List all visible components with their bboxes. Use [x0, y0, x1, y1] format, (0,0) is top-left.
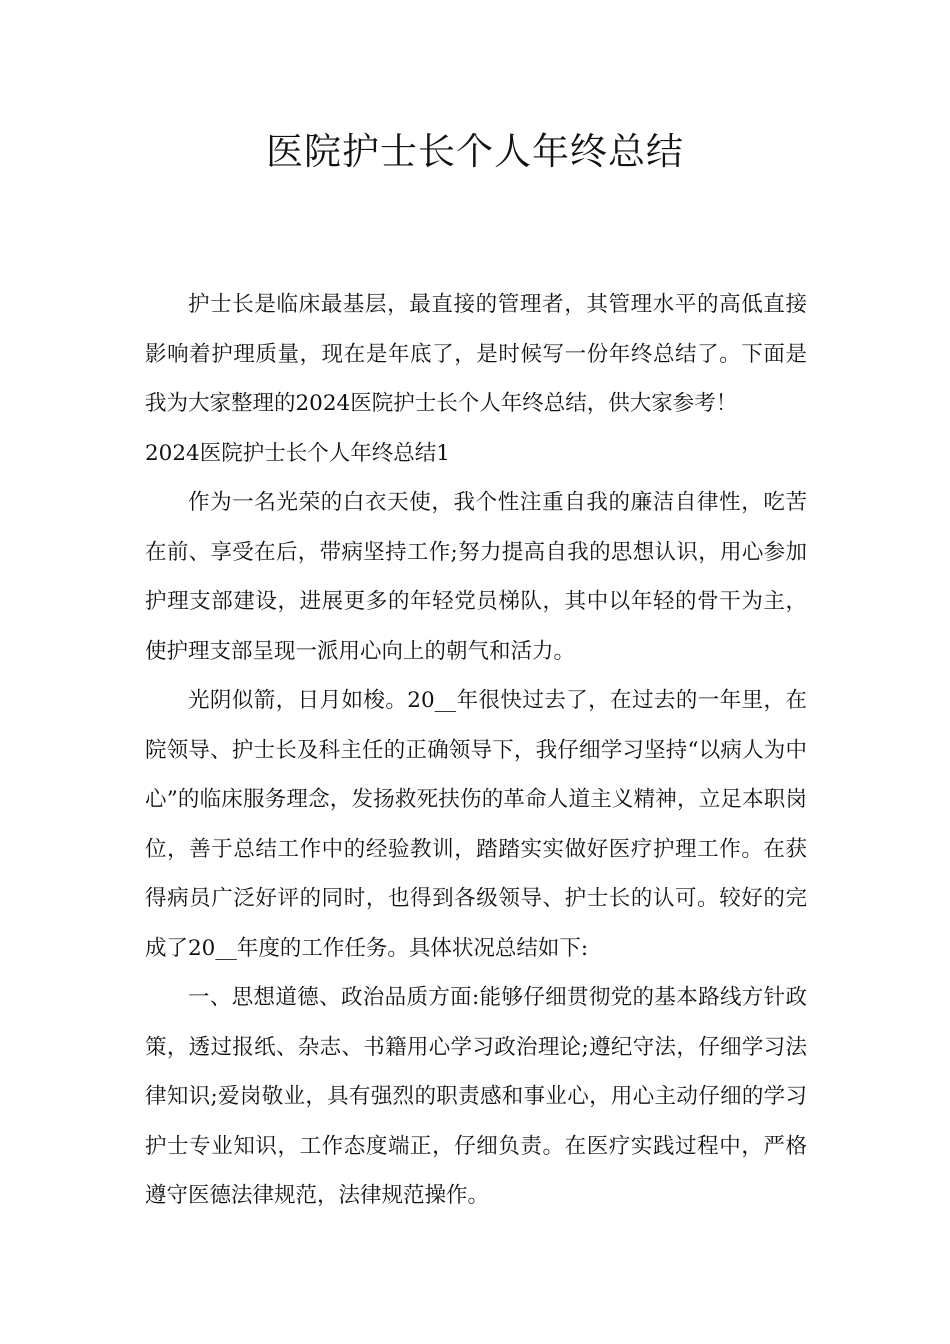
body-paragraph: 作为一名光荣的白衣天使，我个性注重自我的廉洁自律性，吃苦在前、享受在后，带病坚持工作;努力提高自我的思想认识，用心参加护理支部建设，进展更多的年轻党员梯队，其中以年轻的骨干为主，使护理支部呈现一派用心向上的朝气和活力。: [145, 490, 807, 664]
body-paragraph: 一、思想道德、政治品质方面:能够仔细贯彻党的基本路线方针政策，透过报纸、杂志、书籍用心学习政治理论;遵纪守法，仔细学习法律知识;爱岗敬业，具有强烈的职责感和事业心，用心主动仔细的学习护士专业知识，工作态度端正，仔细负责。在医疗实践过程中，严格遵守医德法律规范，法律规范操作。: [145, 985, 807, 1208]
document-body: [145, 280, 807, 1221]
document-title: 医院护士长个人年终总结: [266, 130, 684, 173]
body-paragraph: 光阴似箭，日月如梭。20__年很快过去了，在过去的一年里，在院领导、护士长及科主任的正确领导下，我仔细学习坚持“以病人为中心”的临床服务理念，发扬救死扶伤的革命人道主义精神，立足本职岗位，善于总结工作中的经验教训，踏踏实实做好医疗护理工作。在获得病员广泛好评的同时，也得到各级领导、护士长的认可。较好的完成了20__年度的工作任务。具体状况总结如下:: [145, 688, 807, 961]
section-heading: 2024医院护士长个人年终总结1: [145, 440, 450, 466]
intro-paragraph: 护士长是临床最基层，最直接的管理者，其管理水平的高低直接影响着护理质量，现在是年底了，是时候写一份年终总结了。下面是我为大家整理的2024医院护士长个人年终总结，供大家参考！: [145, 292, 807, 416]
